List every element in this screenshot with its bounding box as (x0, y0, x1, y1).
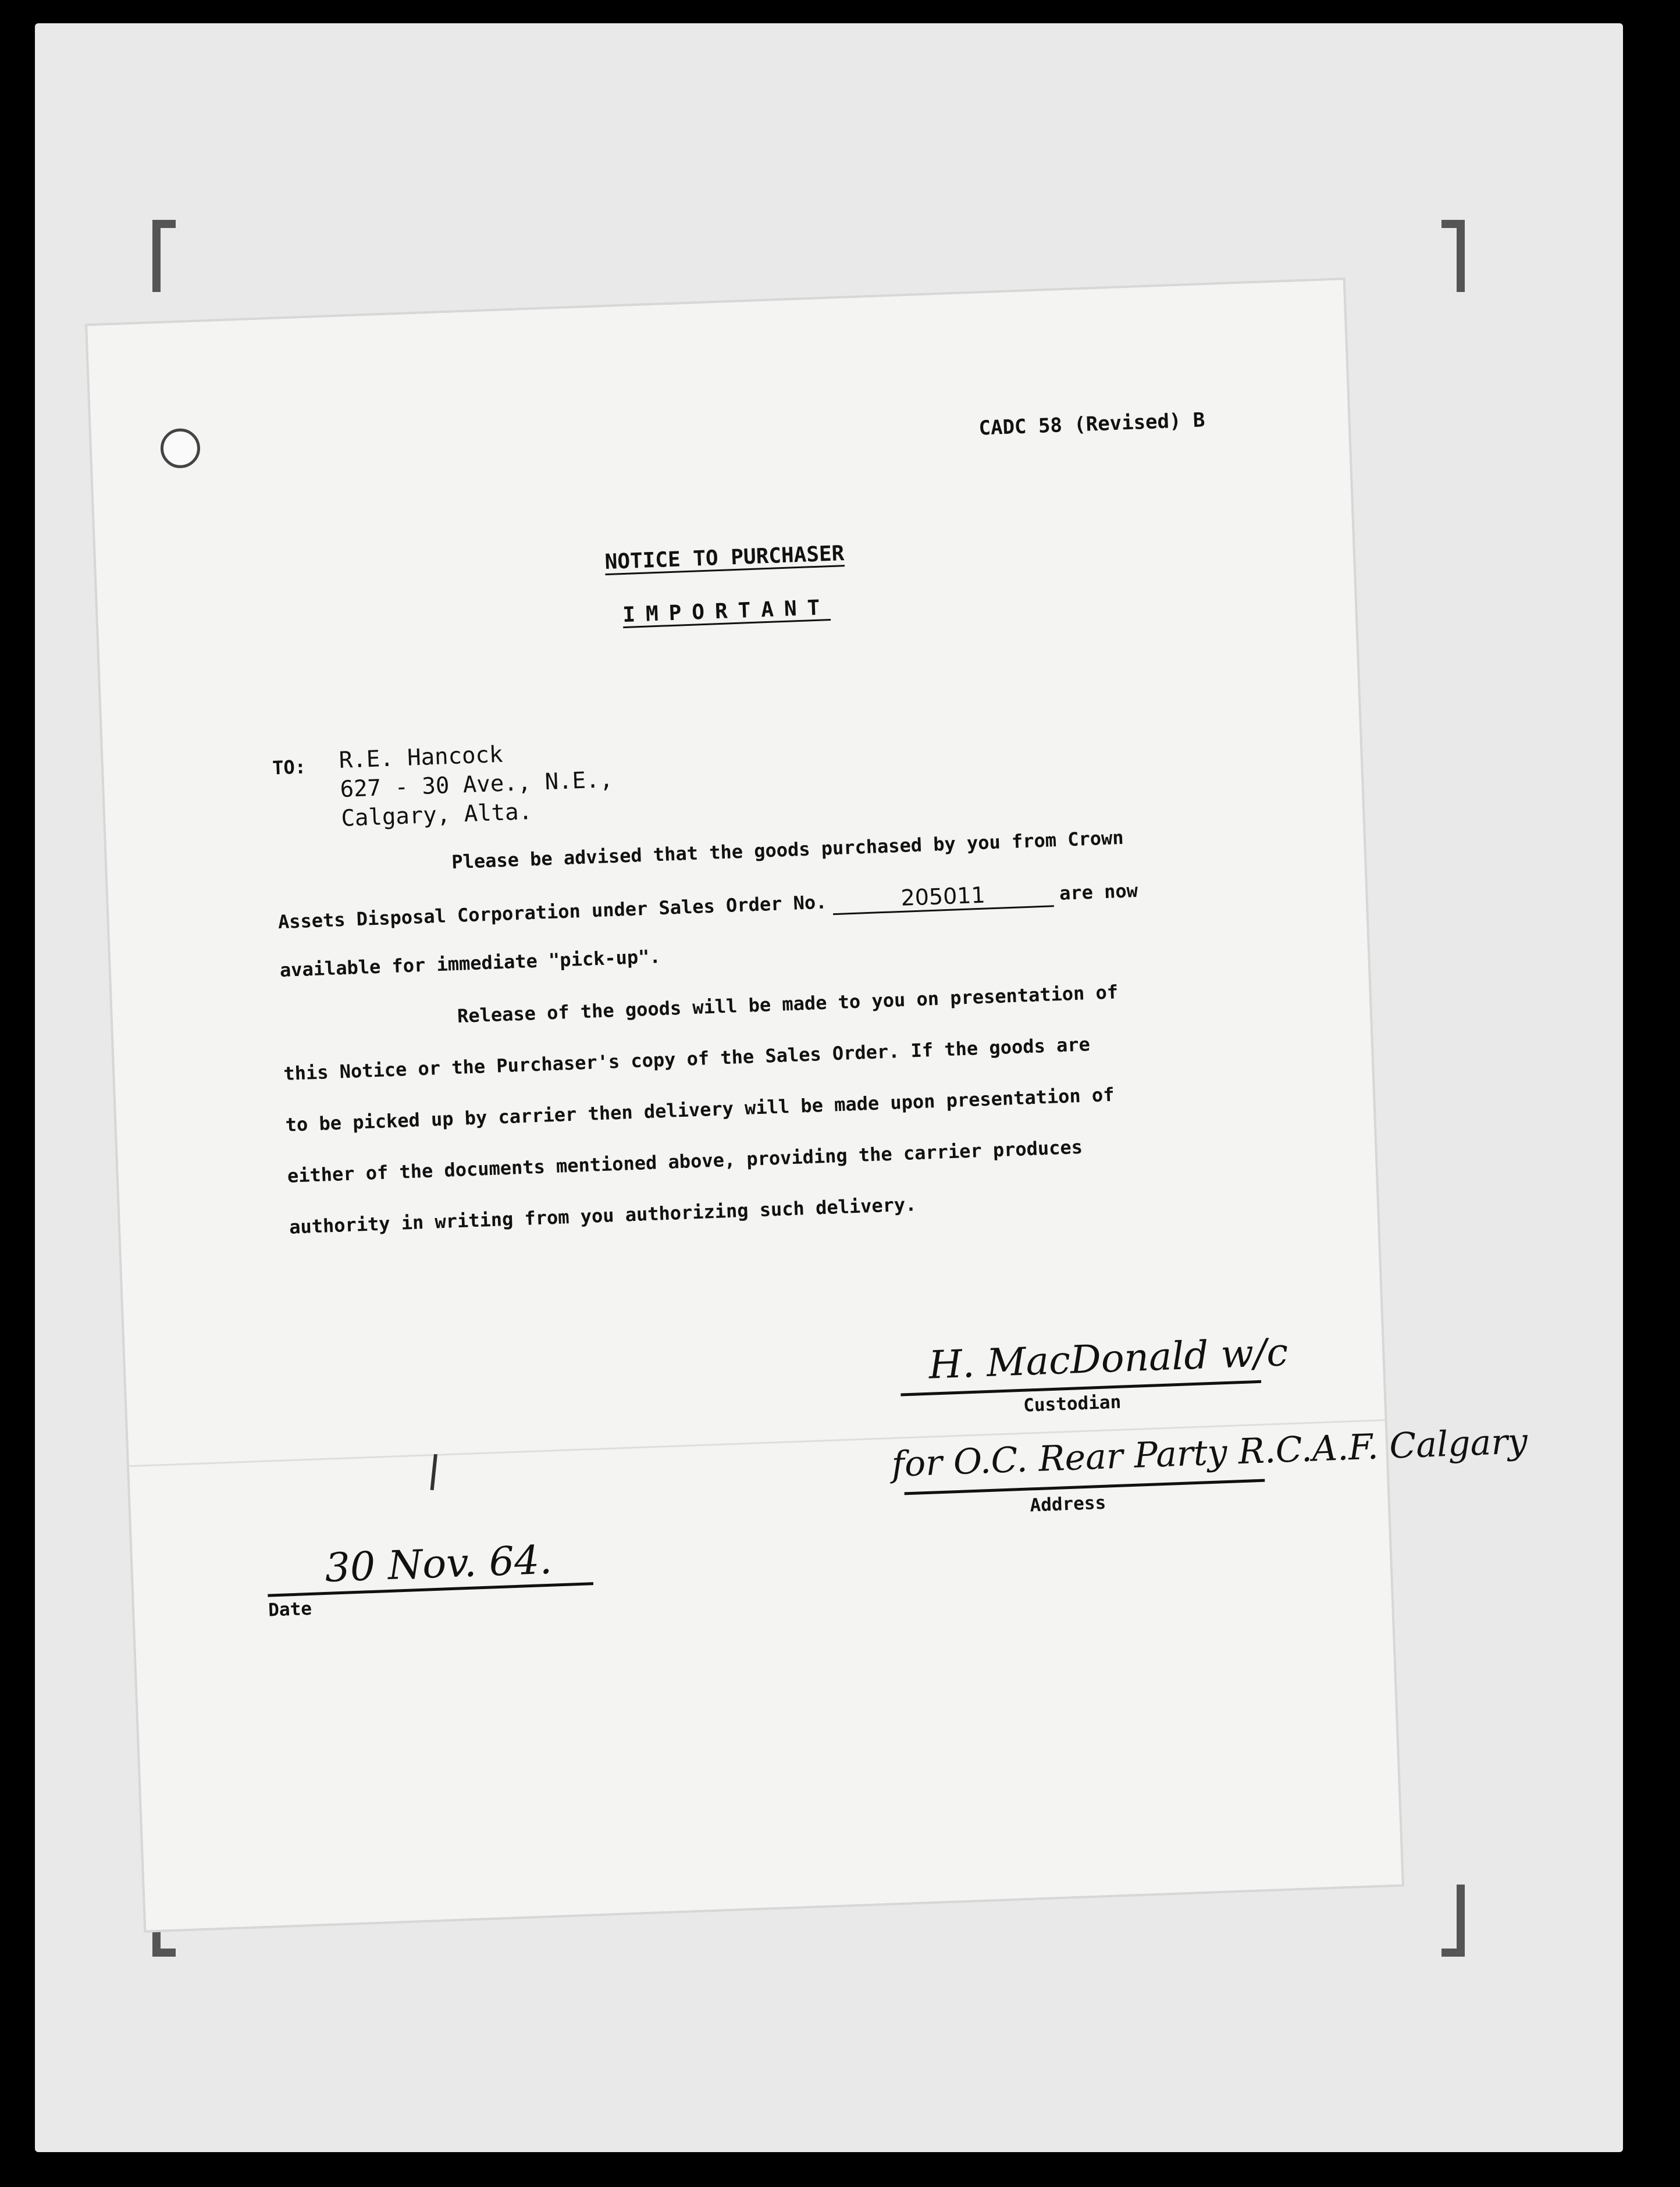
crop-mark-bottom-right (1441, 1885, 1465, 1957)
recipient-label: TO: (272, 756, 307, 779)
paragraph-2-line-5: authority in writing from you authorizing such delivery. (289, 1193, 917, 1238)
crop-mark-top-left (152, 220, 176, 292)
paragraph-2-line-1: Release of the goods will be made to you on presentation of (457, 981, 1119, 1027)
paragraph-2-line-2: this Notice or the Purchaser's copy of the Sales Order. If the goods are (283, 1033, 1091, 1085)
paragraph-1-line-1: Please be advised that the goods purchased by you from Crown (451, 826, 1124, 874)
sales-order-blank (832, 879, 1053, 915)
date-label: Date (268, 1598, 312, 1621)
custodian-label: Custodian (1023, 1391, 1122, 1416)
crop-mark-top-right (1441, 220, 1465, 292)
recipient-city: Calgary, Alta. (340, 799, 533, 832)
document-sheet (87, 280, 1529, 1930)
form-number: CADC 58 (Revised) B (978, 408, 1206, 440)
recipient-name: R.E. Hancock (339, 741, 504, 774)
sales-order-prefix: Assets Disposal Corporation under Sales Order No. (277, 891, 828, 934)
document-subtitle-text: IMPORTANT (622, 596, 831, 628)
document-subtitle (98, 576, 1355, 646)
date-handwritten: 30 Nov. 64. (324, 1537, 553, 1591)
sales-order-suffix: are now (1059, 879, 1138, 904)
recipient-street: 627 - 30 Ave., N.E., (339, 766, 614, 803)
address-handwritten: for O.C. Rear Party R.C.A.F. Calgary (891, 1421, 1529, 1486)
sales-order-number: 205011 (900, 882, 986, 911)
paragraph-2-line-4: either of the documents mentioned above, providing the carrier produces (287, 1135, 1083, 1187)
paragraph-2-line-3: to be picked up by carrier then delivery will be made upon presentation of (285, 1083, 1115, 1136)
ink-stroke-mark (430, 1454, 437, 1490)
address-label: Address (1029, 1492, 1106, 1516)
custodian-signature: H. MacDonald w/c (928, 1330, 1289, 1388)
document-title (96, 523, 1352, 593)
paragraph-1-line-2 (277, 877, 1138, 935)
paragraph-1-line-3: available for immediate "pick-up". (279, 945, 661, 982)
punch-hole (160, 428, 201, 469)
document-title-text: NOTICE TO PURCHASER (604, 542, 845, 575)
